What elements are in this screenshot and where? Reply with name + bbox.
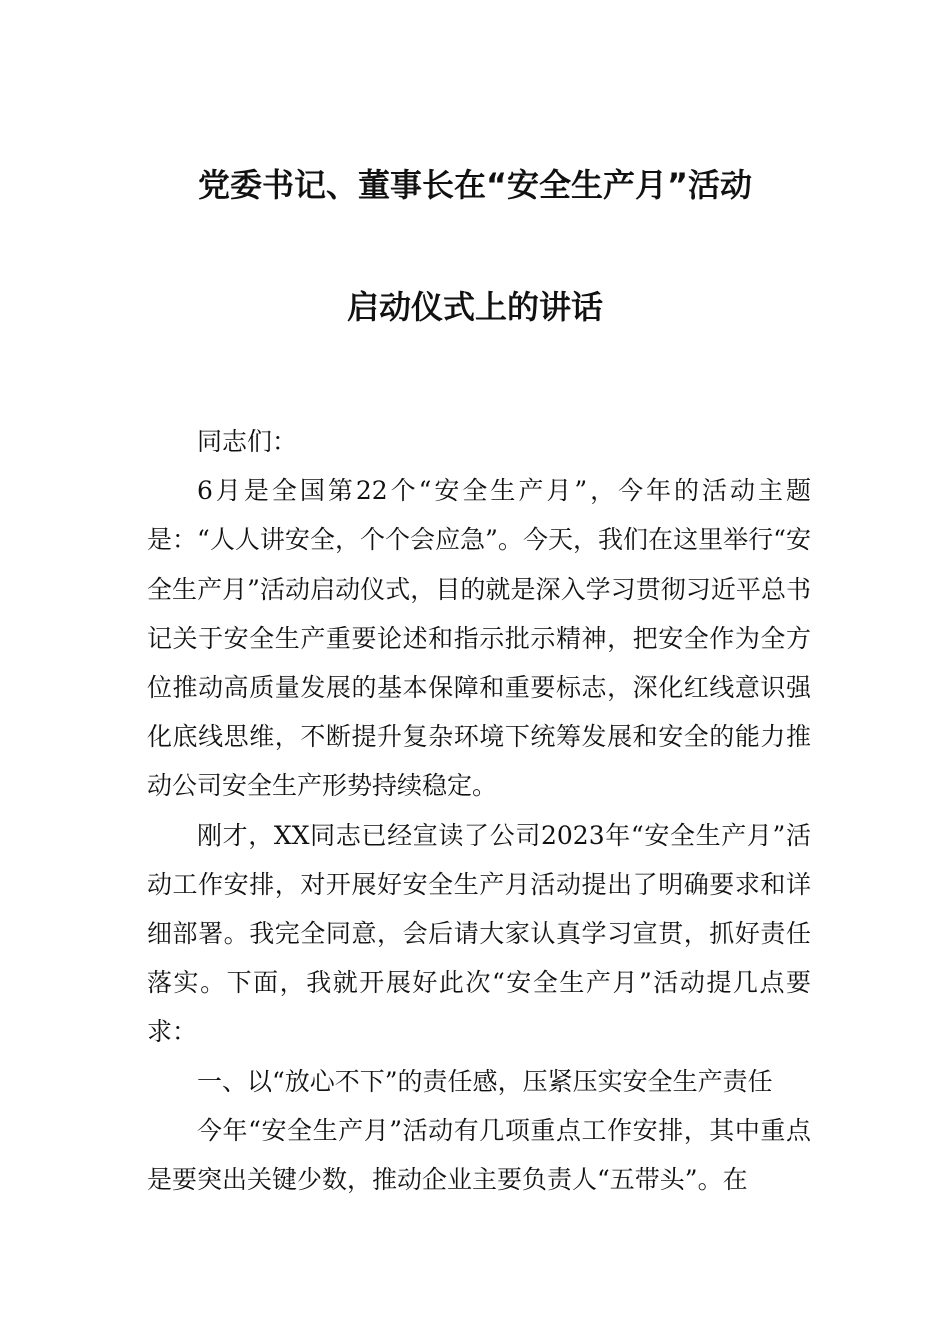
body-paragraph: 刚才，XX同志已经宣读了公司2023年“安全生产月”活动工作安排，对开展好安全生产月活动提出了明确要求和详细部署。我完全同意，会后请大家认真学习宣贯，抓好责任落实。下面，我就开展好此次“安全生产月”活动提几点要求： bbox=[147, 820, 811, 1047]
document-title-line-2: 启动仪式上的讲话 bbox=[346, 288, 603, 326]
document-title-line-1: 党委书记、董事长在“安全生产月”活动 bbox=[197, 166, 753, 204]
body-paragraph: 6月是全国第22个“安全生产月”，今年的活动主题是：“人人讲安全，个个会应急”。今天，我们在这里举行“安全生产月”活动启动仪式，目的就是深入学习贯彻习近平总书记关于安全生产重要论述和指示批示精神，把安全作为全方位推动高质量发展的基本保障和重要标志，深化红线意识强化底线思维，不断提升复杂环境下统筹发展和安全的能力推动公司安全生产形势持续稳定。 bbox=[147, 476, 811, 801]
body-paragraph: 今年“安全生产月”活动有几项重点工作安排，其中重点是要突出关键少数，推动企业主要负责人“五带头”。在 bbox=[147, 1115, 811, 1195]
document-body bbox=[147, 417, 811, 1204]
salutation-paragraph: 同志们： bbox=[197, 427, 298, 456]
section-heading: 一、以“放心不下”的责任感，压紧压实安全生产责任 bbox=[197, 1066, 773, 1096]
